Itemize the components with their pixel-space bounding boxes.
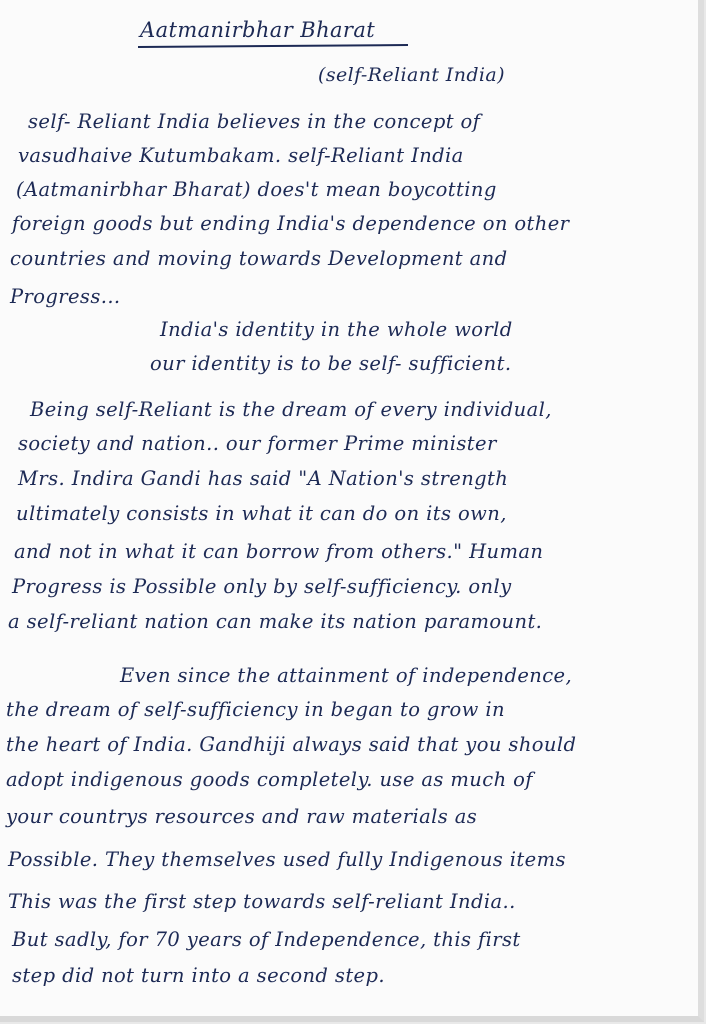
text-line: Being self-Reliant is the dream of every individual, (30, 398, 552, 421)
text-line: and not in what it can borrow from others." Human (14, 540, 544, 563)
text-line: Mrs. Indira Gandi has said "A Nation's strength (18, 467, 509, 490)
page-subtitle: (self-Reliant India) (318, 64, 505, 86)
text-line: But sadly, for 70 years of Independence, this first (12, 928, 521, 951)
text-line: (Aatmanirbhar Bharat) does't mean boycotting (16, 178, 497, 201)
title-underline (138, 44, 408, 48)
text-line: India's identity in the whole world (160, 318, 513, 341)
text-line: foreign goods but ending India's dependence on other (12, 212, 570, 235)
text-line: Progress... (10, 285, 121, 308)
text-line: ultimately consists in what it can do on its own, (16, 502, 507, 525)
page-title: Aatmanirbhar Bharat (140, 18, 376, 42)
text-line: a self-reliant nation can make its nation paramount. (8, 610, 543, 633)
text-line: society and nation.. our former Prime minister (18, 432, 497, 455)
text-line: This was the first step towards self-reliant India.. (8, 890, 516, 913)
text-line: Progress is Possible only by self-sufficiency. only (12, 575, 512, 598)
text-line: adopt indigenous goods completely. use as much of (6, 768, 533, 791)
text-line: vasudhaive Kutumbakam. self-Reliant India (18, 144, 464, 167)
text-line: the heart of India. Gandhiji always said that you should (6, 733, 577, 756)
text-line: Even since the attainment of independence, (120, 664, 573, 687)
text-line: our identity is to be self- sufficient. (150, 352, 512, 375)
text-line: step did not turn into a second step. (12, 964, 385, 987)
text-line: Possible. They themselves used fully Indigenous items (8, 848, 566, 871)
text-line: self- Reliant India believes in the concept of (28, 110, 481, 133)
text-line: your countrys resources and raw materials as (6, 805, 478, 828)
text-line: the dream of self-sufficiency in began to grow in (6, 698, 505, 721)
text-line: countries and moving towards Development and (10, 247, 508, 270)
